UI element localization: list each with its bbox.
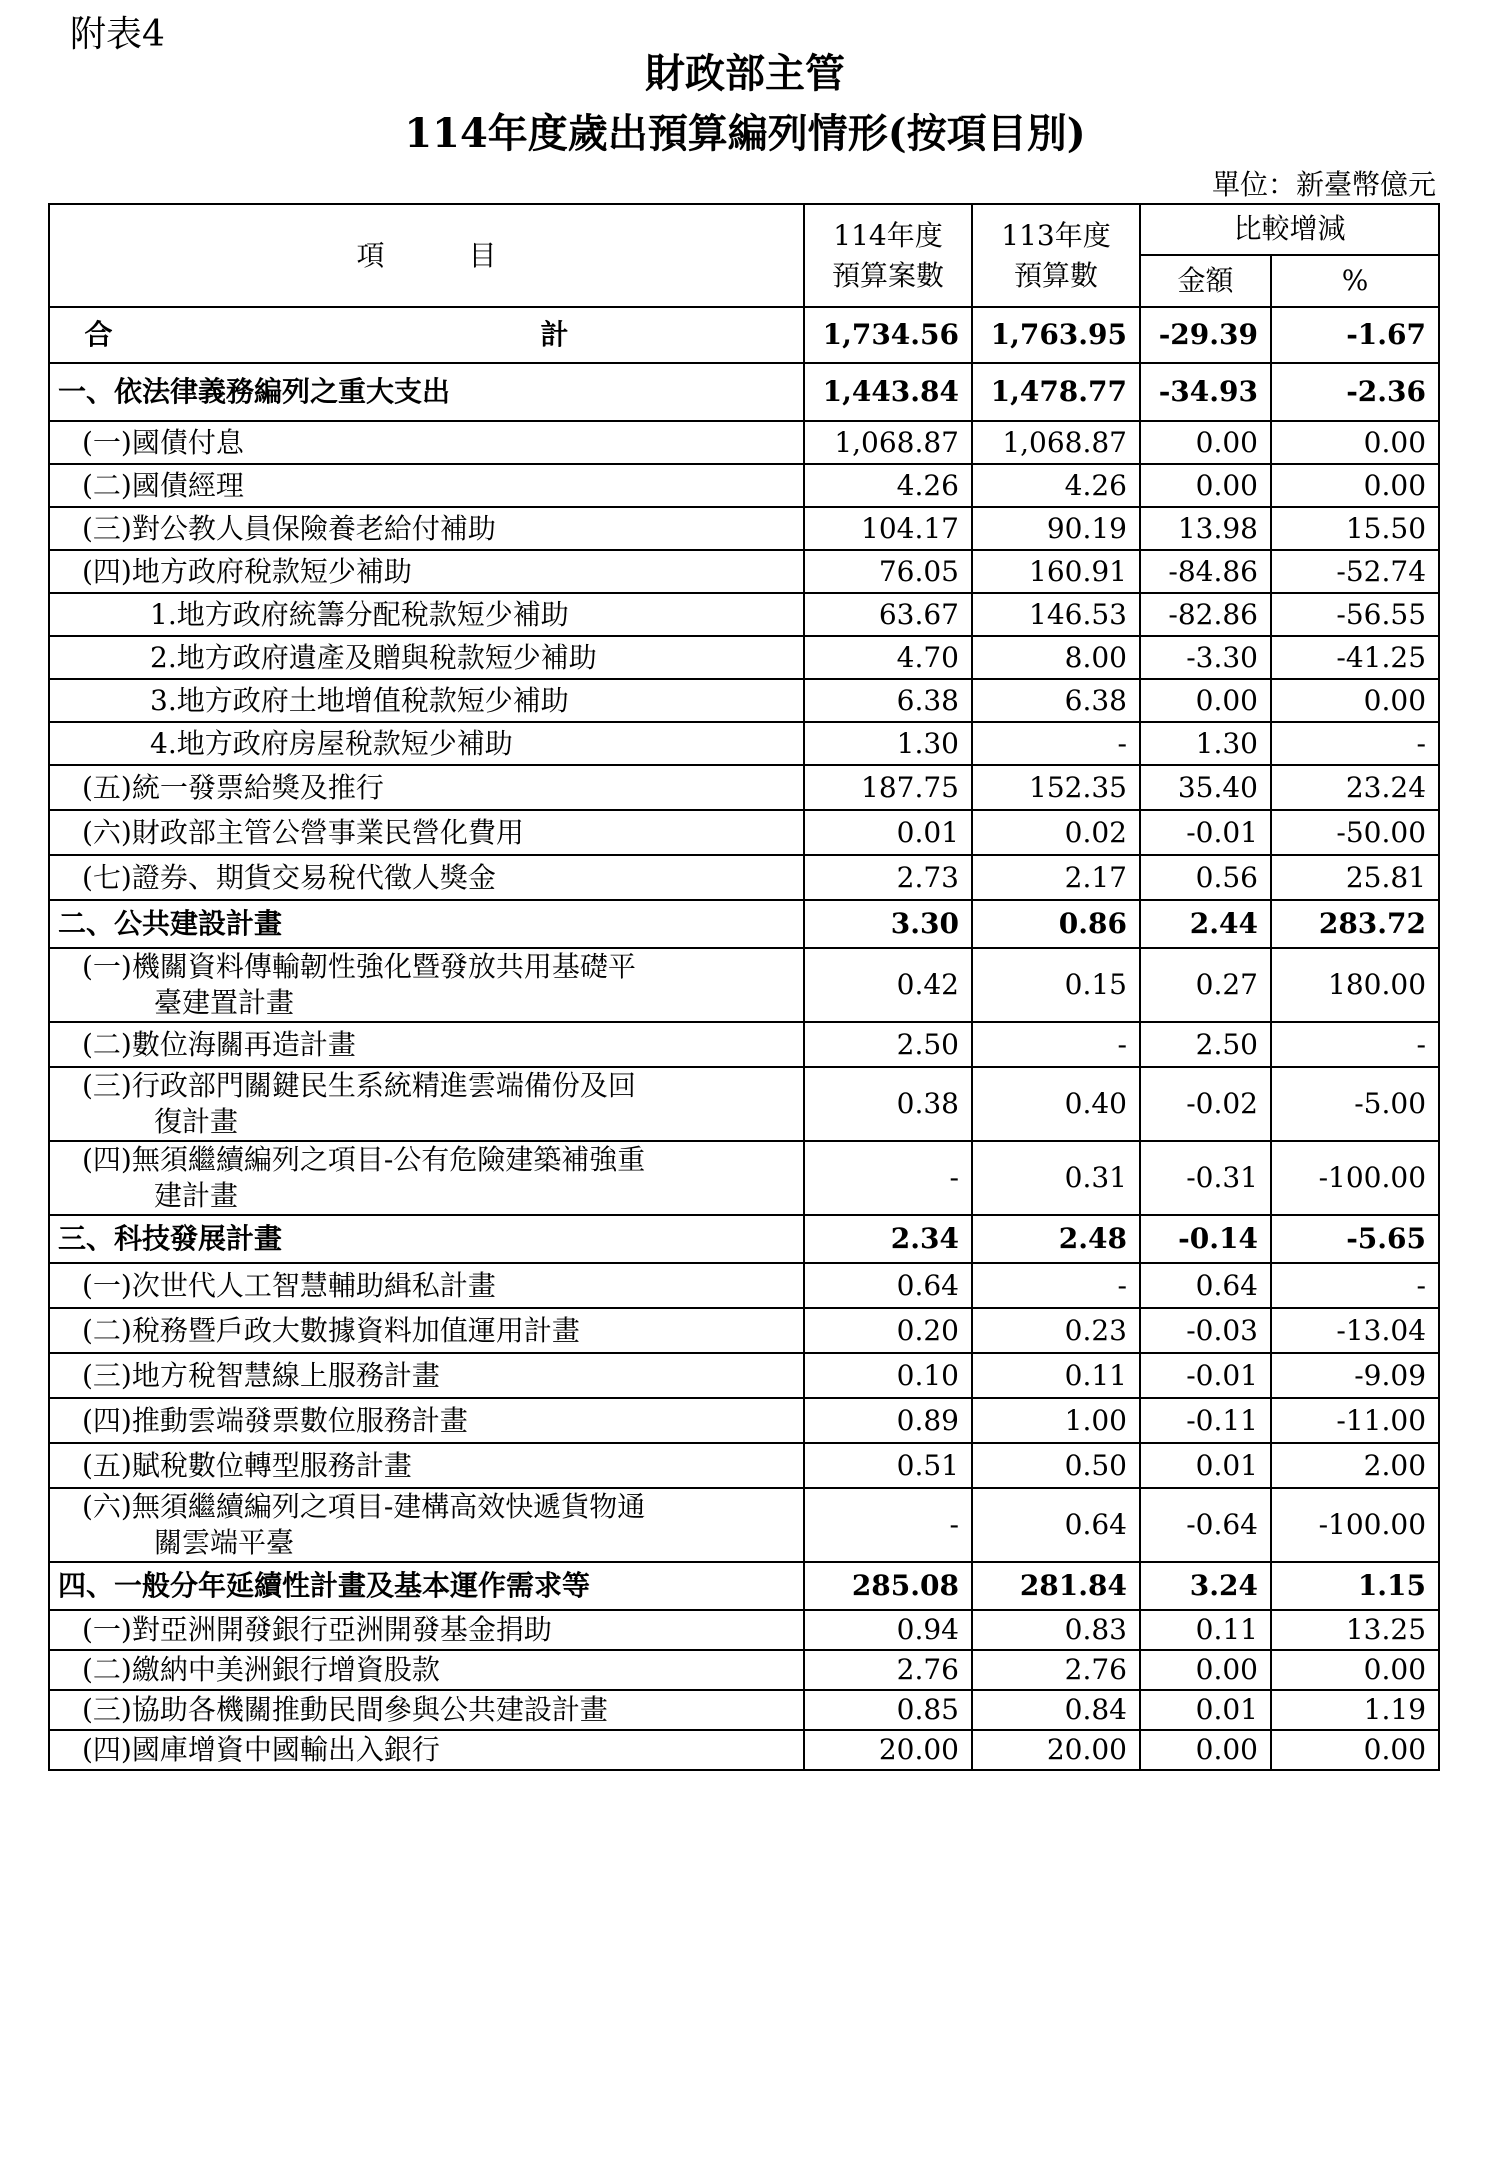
cell-pct: -13.04 [1271, 1308, 1439, 1353]
table-row [49, 1353, 1439, 1398]
cell-v114: 1,068.87 [804, 421, 972, 464]
table-row [49, 636, 1439, 679]
row-label [49, 1022, 804, 1067]
cell-v113: 0.64 [972, 1488, 1140, 1562]
row-label [49, 464, 804, 507]
row-label-text-cont: 關雲端平臺 [154, 1526, 295, 1559]
cell-diff: 3.24 [1140, 1562, 1271, 1610]
table-row [49, 1488, 1439, 1562]
cell-v114: - [804, 1141, 972, 1215]
cell-v113: 0.23 [972, 1308, 1140, 1353]
cell-diff: 0.56 [1140, 855, 1271, 900]
row-label [49, 948, 804, 1022]
header-113-line1: 113年度 [1001, 218, 1111, 252]
cell-pct: -100.00 [1271, 1141, 1439, 1215]
table-row [49, 363, 1439, 421]
table-row [49, 1610, 1439, 1650]
row-label [49, 636, 804, 679]
row-label-text-cont: 建計畫 [154, 1179, 239, 1212]
row-label-text: (五)賦稅數位轉型服務計畫 [82, 1448, 412, 1482]
cell-diff: -0.03 [1140, 1308, 1271, 1353]
cell-v113: 0.50 [972, 1443, 1140, 1488]
row-label-text: (二)稅務暨戶政大數據資料加值運用計畫 [82, 1313, 580, 1347]
cell-v114: 2.34 [804, 1215, 972, 1263]
row-label [49, 1398, 804, 1443]
row-label [49, 810, 804, 855]
total-row [49, 307, 1439, 363]
header-114 [804, 204, 972, 307]
table-row [49, 1141, 1439, 1215]
cell-v113: 152.35 [972, 765, 1140, 810]
row-label [49, 855, 804, 900]
cell-v114: 2.50 [804, 1022, 972, 1067]
total-pct: -1.67 [1271, 307, 1439, 363]
cell-pct: 0.00 [1271, 421, 1439, 464]
row-label-text: 四、一般分年延續性計畫及基本運作需求等 [58, 1569, 591, 1602]
row-label [49, 421, 804, 464]
cell-diff: 0.01 [1140, 1690, 1271, 1730]
table-row [49, 948, 1439, 1022]
row-label-text: 二、公共建設計畫 [58, 907, 283, 940]
cell-diff: -0.64 [1140, 1488, 1271, 1562]
row-label [49, 1690, 804, 1730]
cell-v114: 4.26 [804, 464, 972, 507]
total-113: 1,763.95 [972, 307, 1140, 363]
table-row [49, 810, 1439, 855]
cell-diff: -34.93 [1140, 363, 1271, 421]
cell-v113: 2.48 [972, 1215, 1140, 1263]
table-row [49, 679, 1439, 722]
cell-v113: 1,068.87 [972, 421, 1140, 464]
cell-v113: 0.02 [972, 810, 1140, 855]
cell-diff: -3.30 [1140, 636, 1271, 679]
cell-v113: 0.15 [972, 948, 1140, 1022]
total-diff: -29.39 [1140, 307, 1271, 363]
cell-v114: 63.67 [804, 593, 972, 636]
budget-table [48, 203, 1440, 1771]
total-label [49, 307, 804, 363]
cell-diff: 0.01 [1140, 1443, 1271, 1488]
cell-v114: 0.89 [804, 1398, 972, 1443]
cell-v114: 285.08 [804, 1562, 972, 1610]
row-label-text: (二)繳納中美洲銀行增資股款 [82, 1653, 440, 1686]
table-row [49, 1022, 1439, 1067]
row-label-text: 一、依法律義務編列之重大支出 [58, 375, 451, 408]
row-label-text: (三)行政部門關鍵民生系統精進雲端備份及回 [82, 1069, 636, 1102]
table-row [49, 1690, 1439, 1730]
cell-diff: 35.40 [1140, 765, 1271, 810]
cell-pct: 0.00 [1271, 679, 1439, 722]
row-label [49, 507, 804, 550]
cell-pct: 180.00 [1271, 948, 1439, 1022]
table-row [49, 1398, 1439, 1443]
table-row [49, 507, 1439, 550]
row-label [49, 1562, 804, 1610]
row-label-text-cont: 臺建置計畫 [154, 986, 295, 1019]
total-label-text: 合 計 [84, 318, 769, 351]
table-row [49, 900, 1439, 948]
header-diff: 比較增減 [1140, 204, 1439, 255]
unit-note: 單位：新臺幣億元 [1211, 168, 1436, 201]
row-label [49, 1067, 804, 1141]
cell-v114: 187.75 [804, 765, 972, 810]
cell-v113: 146.53 [972, 593, 1140, 636]
row-label-text: 3.地方政府土地增值稅款短少補助 [150, 683, 569, 717]
row-label-text: (二)國債經理 [82, 468, 244, 502]
cell-pct: 13.25 [1271, 1610, 1439, 1650]
cell-v114: 0.94 [804, 1610, 972, 1650]
cell-diff: 0.27 [1140, 948, 1271, 1022]
row-label [49, 1353, 804, 1398]
header-113-line2: 預算數 [1013, 258, 1098, 292]
cell-diff: 13.98 [1140, 507, 1271, 550]
cell-v113: 0.84 [972, 1690, 1140, 1730]
cell-diff: 2.44 [1140, 900, 1271, 948]
cell-pct: - [1271, 722, 1439, 765]
cell-diff: 0.00 [1140, 421, 1271, 464]
cell-v113: 0.11 [972, 1353, 1140, 1398]
row-label [49, 1215, 804, 1263]
cell-diff: 1.30 [1140, 722, 1271, 765]
cell-pct: 283.72 [1271, 900, 1439, 948]
cell-v114: 0.01 [804, 810, 972, 855]
row-label-text: (四)無須繼續編列之項目-公有危險建築補強重 [82, 1143, 646, 1176]
row-label-text-cont: 復計畫 [154, 1105, 239, 1138]
cell-v113: 281.84 [972, 1562, 1140, 1610]
cell-pct: -100.00 [1271, 1488, 1439, 1562]
cell-pct: -56.55 [1271, 593, 1439, 636]
row-label [49, 1488, 804, 1562]
cell-v113: 160.91 [972, 550, 1140, 593]
row-label-text: (二)數位海關再造計畫 [82, 1027, 356, 1061]
table-row [49, 550, 1439, 593]
cell-v113: 8.00 [972, 636, 1140, 679]
table-row [49, 464, 1439, 507]
cell-pct: -52.74 [1271, 550, 1439, 593]
header-pct: % [1271, 255, 1439, 307]
cell-diff: 0.00 [1140, 679, 1271, 722]
cell-v114: 76.05 [804, 550, 972, 593]
annex-label: 附表4 [70, 14, 165, 55]
cell-v113: 90.19 [972, 507, 1140, 550]
cell-v114: 0.85 [804, 1690, 972, 1730]
cell-v113: 20.00 [972, 1730, 1140, 1770]
cell-diff: -82.86 [1140, 593, 1271, 636]
table-row [49, 855, 1439, 900]
cell-v114: 1.30 [804, 722, 972, 765]
cell-v114: 2.73 [804, 855, 972, 900]
cell-pct: 1.19 [1271, 1690, 1439, 1730]
cell-v113: - [972, 1263, 1140, 1308]
cell-pct: -5.65 [1271, 1215, 1439, 1263]
cell-v113: 0.83 [972, 1610, 1140, 1650]
row-label [49, 593, 804, 636]
row-label [49, 1308, 804, 1353]
cell-pct: -9.09 [1271, 1353, 1439, 1398]
cell-v114: 1,443.84 [804, 363, 972, 421]
cell-v113: 6.38 [972, 679, 1140, 722]
table-row [49, 1650, 1439, 1690]
header-114-line1: 114年度 [833, 218, 943, 252]
header-114-line2: 預算案數 [831, 258, 944, 292]
table-row [49, 1263, 1439, 1308]
row-label-text: (四)地方政府稅款短少補助 [82, 554, 412, 588]
row-label [49, 363, 804, 421]
row-label [49, 765, 804, 810]
cell-pct: 2.00 [1271, 1443, 1439, 1488]
cell-diff: -84.86 [1140, 550, 1271, 593]
cell-pct: 1.15 [1271, 1562, 1439, 1610]
row-label [49, 550, 804, 593]
row-label-text: (一)國債付息 [82, 425, 244, 459]
table-row [49, 1562, 1439, 1610]
cell-pct: -2.36 [1271, 363, 1439, 421]
row-label-text: (五)統一發票給獎及推行 [82, 770, 384, 804]
cell-v114: 0.20 [804, 1308, 972, 1353]
header-item: 項 目 [49, 204, 804, 307]
total-114: 1,734.56 [804, 307, 972, 363]
row-label-text: (四)國庫增資中國輸出入銀行 [82, 1733, 440, 1766]
row-label [49, 1443, 804, 1488]
table-row [49, 765, 1439, 810]
table-row [49, 421, 1439, 464]
cell-diff: 0.00 [1140, 1650, 1271, 1690]
cell-pct: 0.00 [1271, 464, 1439, 507]
table-row [49, 1215, 1439, 1263]
cell-v113: - [972, 1022, 1140, 1067]
row-label [49, 1610, 804, 1650]
cell-diff: -0.01 [1140, 1353, 1271, 1398]
row-label [49, 722, 804, 765]
cell-v114: - [804, 1488, 972, 1562]
cell-diff: 0.64 [1140, 1263, 1271, 1308]
row-label-text: (七)證券、期貨交易稅代徵人獎金 [82, 860, 496, 894]
row-label-text: (四)推動雲端發票數位服務計畫 [82, 1403, 468, 1437]
header-amount: 金額 [1140, 255, 1271, 307]
cell-v114: 0.38 [804, 1067, 972, 1141]
row-label-text: 1.地方政府統籌分配稅款短少補助 [150, 597, 569, 631]
cell-v114: 0.51 [804, 1443, 972, 1488]
row-label-text: 4.地方政府房屋稅款短少補助 [150, 726, 513, 760]
cell-pct: - [1271, 1022, 1439, 1067]
cell-diff: 0.00 [1140, 464, 1271, 507]
cell-pct: - [1271, 1263, 1439, 1308]
cell-v113: 4.26 [972, 464, 1140, 507]
cell-diff: -0.02 [1140, 1067, 1271, 1141]
cell-diff: 0.11 [1140, 1610, 1271, 1650]
cell-v114: 20.00 [804, 1730, 972, 1770]
header-row [49, 204, 1439, 255]
cell-v113: 2.76 [972, 1650, 1140, 1690]
table-row [49, 1443, 1439, 1488]
row-label [49, 679, 804, 722]
row-label [49, 900, 804, 948]
cell-pct: -11.00 [1271, 1398, 1439, 1443]
cell-v113: 1.00 [972, 1398, 1140, 1443]
cell-v113: - [972, 722, 1140, 765]
row-label [49, 1730, 804, 1770]
cell-v114: 0.64 [804, 1263, 972, 1308]
cell-v114: 0.10 [804, 1353, 972, 1398]
page-title: 財政部主管 [645, 50, 845, 97]
row-label-text: (三)協助各機關推動民間參與公共建設計畫 [82, 1693, 608, 1726]
cell-v113: 0.40 [972, 1067, 1140, 1141]
cell-diff: 2.50 [1140, 1022, 1271, 1067]
cell-v113: 0.31 [972, 1141, 1140, 1215]
cell-pct: -5.00 [1271, 1067, 1439, 1141]
cell-v114: 2.76 [804, 1650, 972, 1690]
row-label-text: (六)財政部主管公營事業民營化費用 [82, 815, 524, 849]
cell-v114: 4.70 [804, 636, 972, 679]
page-subtitle: 114年度歲出預算編列情形(按項目別) [404, 110, 1086, 157]
cell-diff: -0.01 [1140, 810, 1271, 855]
row-label-text: (一)機關資料傳輸韌性強化暨發放共用基礎平 [82, 950, 636, 983]
row-label [49, 1650, 804, 1690]
cell-v113: 1,478.77 [972, 363, 1140, 421]
cell-diff: 0.00 [1140, 1730, 1271, 1770]
row-label-text: (一)次世代人工智慧輔助緝私計畫 [82, 1268, 496, 1302]
cell-diff: -0.14 [1140, 1215, 1271, 1263]
cell-v114: 6.38 [804, 679, 972, 722]
cell-pct: 0.00 [1271, 1730, 1439, 1770]
cell-diff: -0.31 [1140, 1141, 1271, 1215]
cell-pct: -41.25 [1271, 636, 1439, 679]
row-label-text: (一)對亞洲開發銀行亞洲開發基金捐助 [82, 1613, 552, 1646]
cell-v114: 0.42 [804, 948, 972, 1022]
row-label-text: (三)地方稅智慧線上服務計畫 [82, 1358, 440, 1392]
cell-pct: 0.00 [1271, 1650, 1439, 1690]
row-label-text: 三、科技發展計畫 [58, 1222, 283, 1255]
table-row [49, 722, 1439, 765]
cell-v114: 104.17 [804, 507, 972, 550]
cell-pct: 23.24 [1271, 765, 1439, 810]
cell-diff: -0.11 [1140, 1398, 1271, 1443]
table-row [49, 1730, 1439, 1770]
row-label-text: (六)無須繼續編列之項目-建構高效快遞貨物通 [82, 1490, 646, 1523]
row-label-text: 2.地方政府遺產及贈與稅款短少補助 [150, 640, 597, 674]
table-row [49, 1308, 1439, 1353]
table-row [49, 1067, 1439, 1141]
cell-v114: 3.30 [804, 900, 972, 948]
row-label-text: (三)對公教人員保險養老給付補助 [82, 511, 496, 545]
cell-v113: 2.17 [972, 855, 1140, 900]
row-label [49, 1141, 804, 1215]
header-113 [972, 204, 1140, 307]
row-label [49, 1263, 804, 1308]
table-row [49, 593, 1439, 636]
cell-pct: -50.00 [1271, 810, 1439, 855]
cell-pct: 15.50 [1271, 507, 1439, 550]
cell-v113: 0.86 [972, 900, 1140, 948]
cell-pct: 25.81 [1271, 855, 1439, 900]
